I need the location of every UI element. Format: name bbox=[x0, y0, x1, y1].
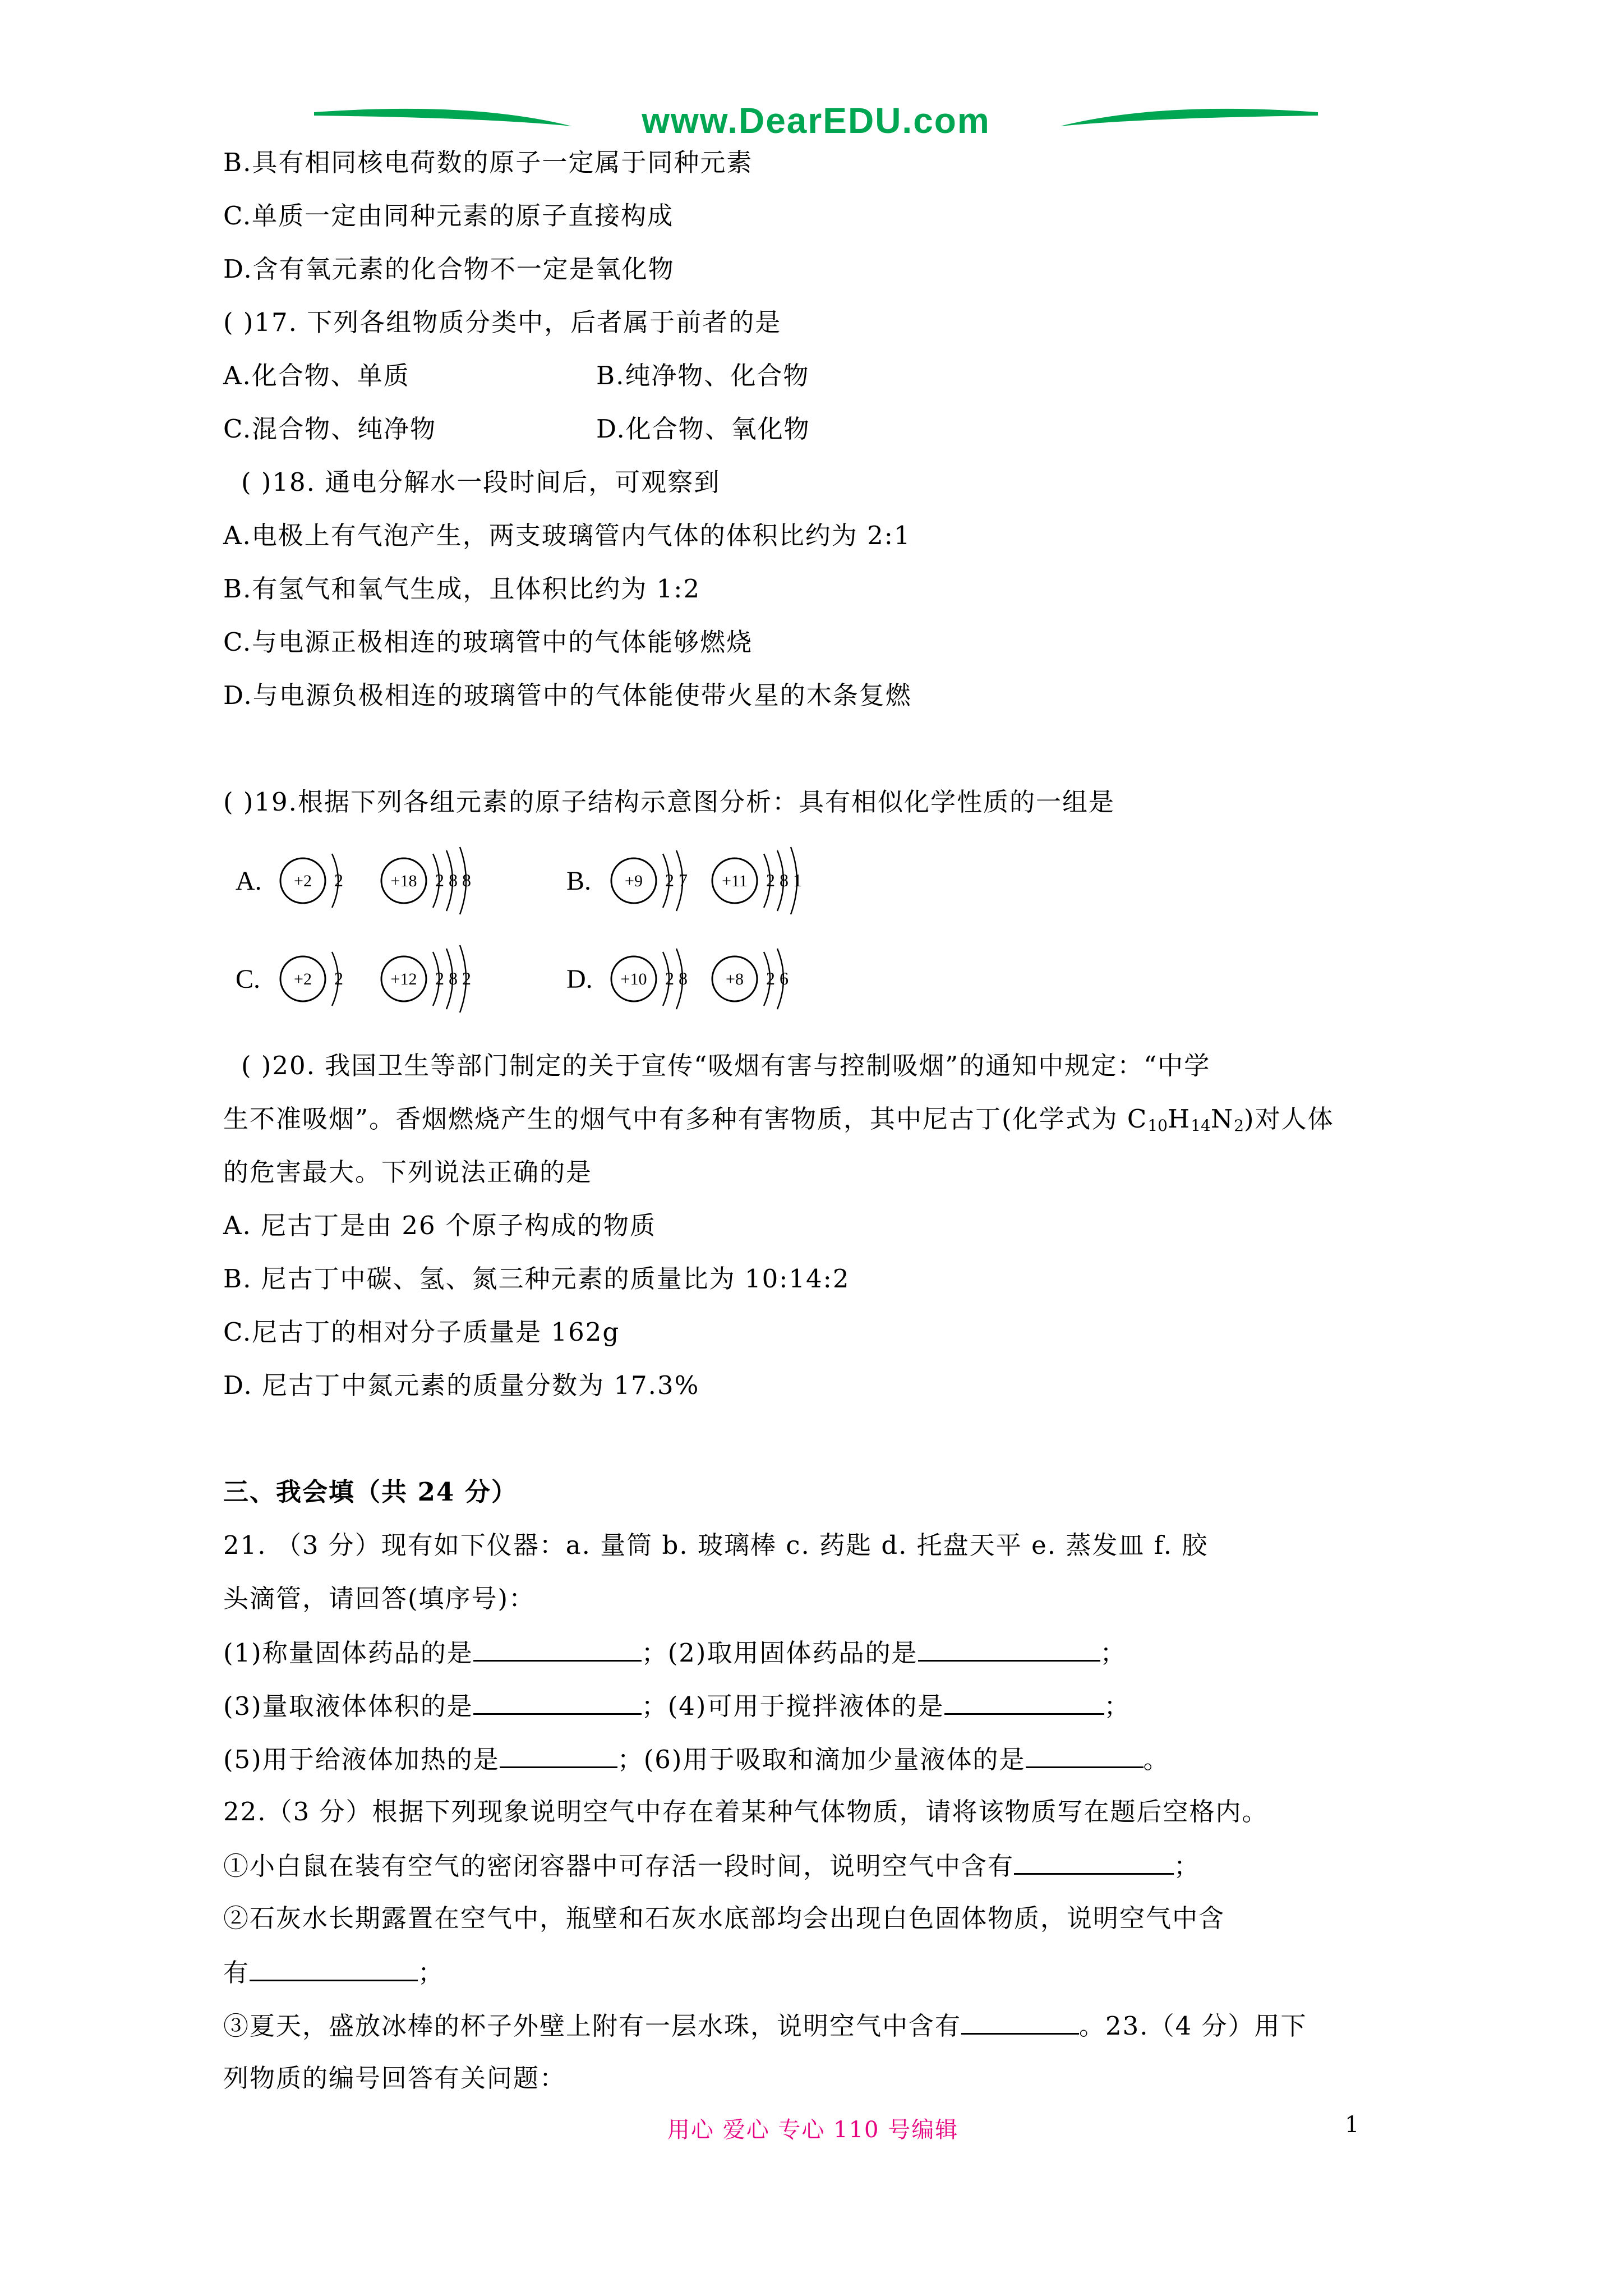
q20-option-d: D. 尼古丁中氮元素的质量分数为 17.3% bbox=[223, 1370, 700, 1400]
site-logo-text: www.DearEDU.com bbox=[642, 100, 990, 141]
question-23-line2: 列物质的编号回答有关问题： bbox=[223, 2063, 566, 2093]
shell-electron-count: 2 bbox=[462, 968, 471, 988]
punctuation: 。 bbox=[1143, 1745, 1170, 1774]
shell-electron-count: 2 bbox=[766, 870, 775, 890]
shell-electron-count: 2 bbox=[766, 968, 775, 988]
nucleus-charge: +18 bbox=[390, 872, 417, 890]
answer-blank[interactable] bbox=[250, 1955, 418, 1981]
nucleus-charge: +11 bbox=[722, 872, 748, 890]
nucleus-charge: +8 bbox=[726, 970, 744, 988]
q21-row3 bbox=[223, 1742, 1170, 1777]
q22-item2-line2 bbox=[223, 1955, 444, 1990]
atom-structure-diagrams bbox=[236, 836, 909, 1021]
option-line: C.单质一定由同种元素的原子直接构成 bbox=[223, 201, 674, 231]
shell-electron-count: 2 bbox=[665, 870, 674, 890]
answer-blank[interactable] bbox=[500, 1742, 617, 1768]
punctuation: ； bbox=[1104, 1691, 1131, 1721]
answer-blank[interactable] bbox=[473, 1635, 642, 1662]
question-20-line3: 的危害最大。下列说法正确的是 bbox=[223, 1157, 593, 1187]
shell-electron-count: 2 bbox=[665, 968, 674, 988]
shell-electron-count: 2 bbox=[334, 968, 343, 988]
option-label: B. bbox=[566, 866, 592, 896]
option-line: B.具有相同核电荷数的原子一定属于同种元素 bbox=[223, 148, 753, 177]
nucleus-charge: +10 bbox=[620, 970, 647, 988]
question-23-start: 。23.（4 分）用下 bbox=[1079, 2011, 1307, 2041]
formula-subscript: 14 bbox=[1191, 1116, 1211, 1135]
shell-electron-count: 8 bbox=[449, 870, 458, 890]
q17-option-c: C.混合物、纯净物 bbox=[223, 414, 437, 444]
shell-electron-count: 2 bbox=[435, 968, 444, 988]
nucleus-charge: +2 bbox=[294, 872, 312, 890]
q21-prompt: ；(4)可用于搅拌液体的是 bbox=[641, 1691, 944, 1721]
punctuation: ； bbox=[1100, 1638, 1127, 1668]
shell-electron-count: 8 bbox=[679, 968, 688, 988]
q21-prompt: (1)称量固体药品的是 bbox=[223, 1638, 473, 1668]
answer-blank[interactable] bbox=[961, 2008, 1079, 2035]
q17-options-row2 bbox=[223, 412, 810, 446]
q17-options-row1 bbox=[223, 359, 809, 393]
q22-item3 bbox=[223, 2008, 1307, 2043]
shell-electron-count: 8 bbox=[449, 968, 458, 988]
q21-prompt: (3)量取液体体积的是 bbox=[223, 1691, 473, 1721]
shell-electron-count: 6 bbox=[780, 968, 789, 988]
q20-option-a: A. 尼古丁是由 26 个原子构成的物质 bbox=[223, 1211, 656, 1240]
footer-text: 用心 爱心 专心 110 号编辑 bbox=[667, 2117, 959, 2143]
formula-element: H bbox=[1167, 1104, 1191, 1134]
shell-electron-count: 7 bbox=[679, 870, 688, 890]
q21-prompt: ；(2)取用固体药品的是 bbox=[641, 1638, 918, 1668]
option-label: D. bbox=[566, 964, 593, 994]
formula-subscript: 10 bbox=[1147, 1116, 1168, 1135]
q22-prompt: ①小白鼠在装有空气的密闭容器中可存活一段时间，说明空气中含有 bbox=[223, 1851, 1015, 1881]
question-22: 22.（3 分）根据下列现象说明空气中存在着某种气体物质，请将该物质写在题后空格内。 bbox=[223, 1797, 1269, 1826]
nucleus-charge: +9 bbox=[625, 872, 643, 890]
shell-electron-count: 8 bbox=[462, 870, 471, 890]
atom-diagram-svg bbox=[236, 836, 909, 1021]
shell-electron-count: 2 bbox=[435, 870, 444, 890]
answer-blank[interactable] bbox=[1014, 1848, 1174, 1875]
q21-row1 bbox=[223, 1635, 1127, 1670]
punctuation: ； bbox=[418, 1958, 445, 1987]
q20-text: 生不准吸烟”。香烟燃烧产生的烟气中有多种有害物质，其中尼古丁(化学式为 C bbox=[223, 1104, 1148, 1134]
q22-item2-line1: ②石灰水长期露置在空气中，瓶壁和石灰水底部均会出现白色固体物质，说明空气中含 bbox=[223, 1903, 1225, 1933]
answer-blank[interactable] bbox=[918, 1635, 1100, 1662]
q17-option-a: A.化合物、单质 bbox=[223, 361, 410, 390]
section-heading: 三、我会填（共 24 分） bbox=[223, 1477, 518, 1507]
question-18: ( )18. 通电分解水一段时间后，可观察到 bbox=[241, 467, 721, 497]
answer-blank[interactable] bbox=[1026, 1742, 1144, 1768]
q20-option-c: C.尼古丁的相对分子质量是 162g bbox=[223, 1317, 620, 1347]
q21-row2 bbox=[223, 1688, 1131, 1723]
formula-element: N bbox=[1210, 1104, 1234, 1134]
shell-electron-count: 2 bbox=[334, 870, 343, 890]
question-17: ( )17. 下列各组物质分类中，后者属于前者的是 bbox=[223, 307, 782, 337]
q18-option-c: C.与电源正极相连的玻璃管中的气体能够燃烧 bbox=[223, 627, 753, 657]
q21-prompt: ；(6)用于吸取和滴加少量液体的是 bbox=[617, 1745, 1026, 1774]
punctuation: ； bbox=[1174, 1851, 1201, 1881]
q20-text: )对人体 bbox=[1244, 1104, 1334, 1134]
q18-option-a: A.电极上有气泡产生，两支玻璃管内气体的体积比约为 2:1 bbox=[223, 521, 911, 550]
q20-option-b: B. 尼古丁中碳、氢、氮三种元素的质量比为 10:14:2 bbox=[223, 1264, 850, 1294]
shell-electron-count: 1 bbox=[793, 870, 802, 890]
header-banner bbox=[303, 95, 1329, 146]
question-20-line1: ( )20. 我国卫生等部门制定的关于宣传“吸烟有害与控制吸烟”的通知中规定：“中学 bbox=[241, 1051, 1211, 1080]
formula-subscript: 2 bbox=[1234, 1116, 1244, 1135]
nucleus-charge: +2 bbox=[294, 970, 312, 988]
q22-item1 bbox=[223, 1848, 1200, 1883]
question-21-line1: 21. （3 分）现有如下仪器：a. 量筒 b. 玻璃棒 c. 药匙 d. 托盘天平 e. 蒸发皿 f. 胶 bbox=[223, 1530, 1209, 1560]
option-label: A. bbox=[236, 866, 262, 896]
page-number: 1 bbox=[1345, 2112, 1359, 2138]
question-19: ( )19.根据下列各组元素的原子结构示意图分析：具有相似化学性质的一组是 bbox=[223, 787, 1115, 817]
answer-blank[interactable] bbox=[944, 1688, 1104, 1715]
q18-option-b: B.有氢气和氧气生成，且体积比约为 1:2 bbox=[223, 574, 701, 604]
q21-prompt: (5)用于给液体加热的是 bbox=[223, 1745, 500, 1774]
q17-option-b: B.纯净物、化合物 bbox=[596, 361, 810, 390]
nucleus-charge: +12 bbox=[390, 970, 417, 988]
option-label: C. bbox=[236, 964, 261, 994]
answer-blank[interactable] bbox=[473, 1688, 642, 1715]
shell-electron-count: 8 bbox=[780, 870, 789, 890]
question-20-line2 bbox=[223, 1102, 1334, 1143]
q18-option-d: D.与电源负极相连的玻璃管中的气体能使带火星的木条复燃 bbox=[223, 680, 912, 710]
option-line: D.含有氧元素的化合物不一定是氧化物 bbox=[223, 254, 675, 284]
q17-option-d: D.化合物、氧化物 bbox=[596, 414, 810, 444]
q22-prompt: ③夏天，盛放冰棒的杯子外壁上附有一层水珠，说明空气中含有 bbox=[223, 2011, 962, 2041]
q22-prompt: 有 bbox=[223, 1958, 250, 1987]
question-21-line2: 头滴管，请回答(填序号)： bbox=[223, 1584, 536, 1613]
